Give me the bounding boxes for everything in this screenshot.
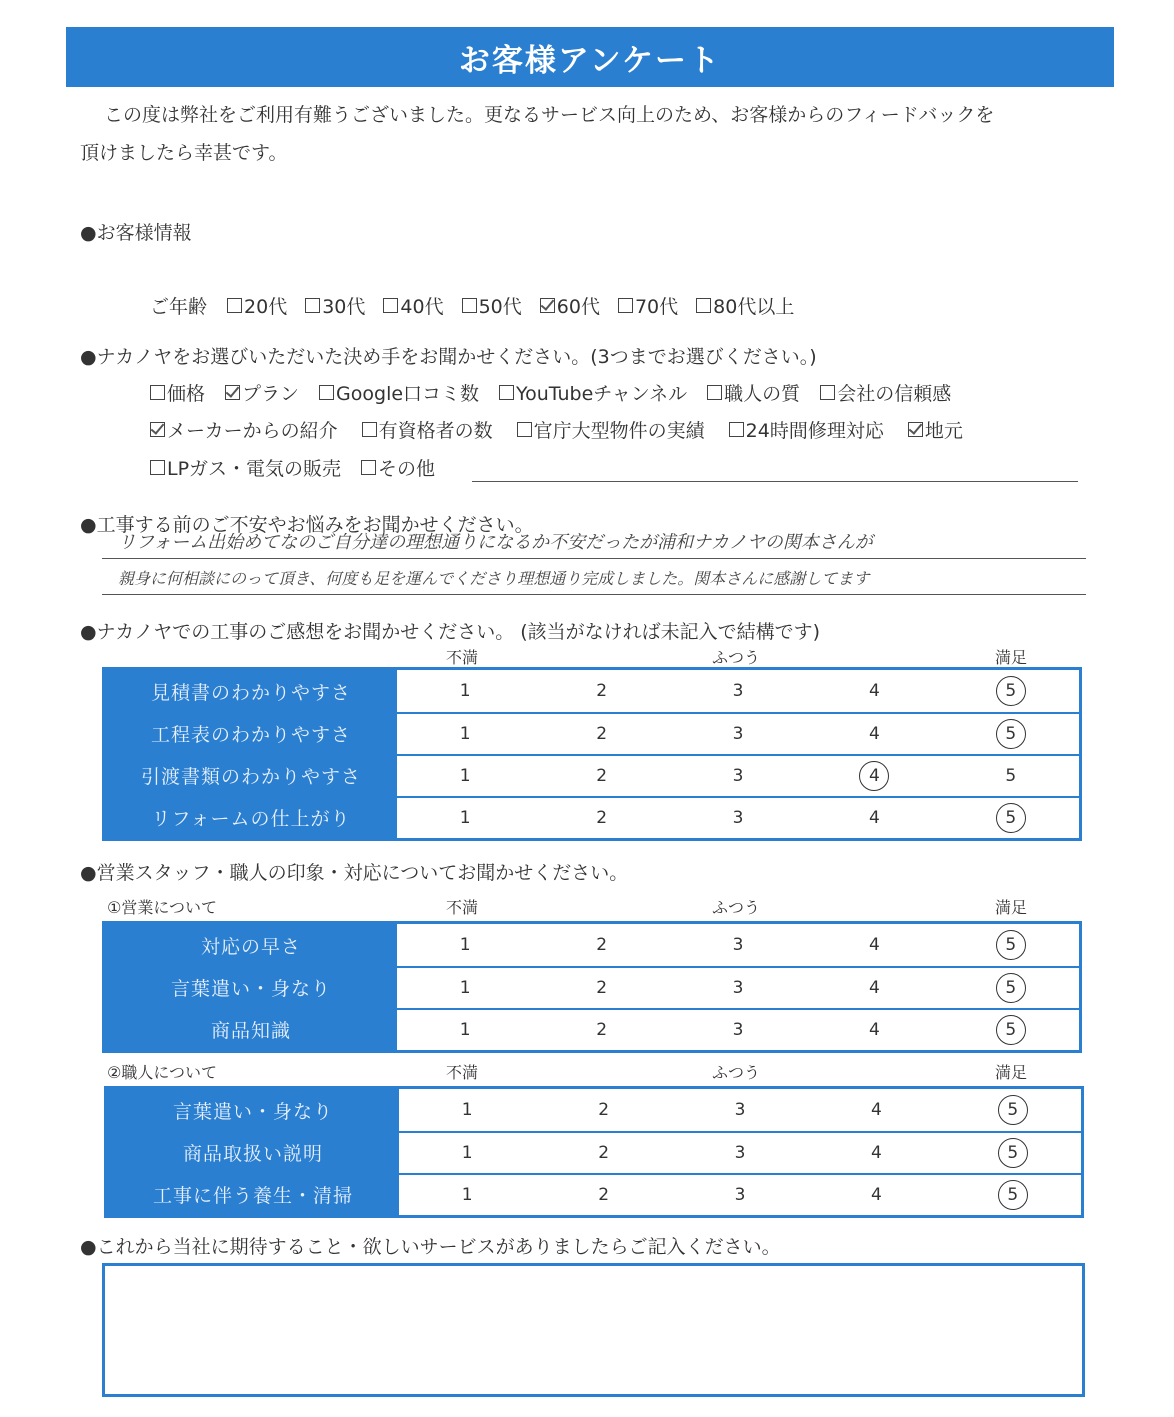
reason-r2-option-2[interactable]	[362, 416, 493, 443]
reason-r2-option-label: メーカーからの紹介	[167, 420, 338, 442]
craftsmen-row	[107, 1131, 1081, 1173]
reason-r2-checkbox-3[interactable]	[517, 422, 532, 437]
impression-row	[105, 796, 1079, 838]
worries-line-1	[102, 558, 1086, 559]
reason-r3-option-1[interactable]	[150, 454, 341, 481]
age-option-label: 50代	[478, 296, 522, 318]
age-option-label: 60代	[556, 296, 600, 318]
rating-option-3[interactable]: 3	[732, 935, 744, 955]
intro-line-2: 頂けましたら幸甚です。	[80, 142, 288, 164]
rating-option-5[interactable]: 5	[945, 1143, 1081, 1163]
rating-option-3[interactable]: 3	[734, 1185, 746, 1205]
craftsmen-scale-low: 不満	[446, 1063, 479, 1082]
age-option-label: 40代	[400, 296, 444, 318]
reason-r2-option-label: 官庁大型物件の実績	[533, 420, 705, 442]
rating-option-1[interactable]: 1	[459, 681, 471, 701]
rating-option-3[interactable]: 3	[732, 724, 744, 744]
sales-scale-high: 満足	[995, 898, 1028, 917]
age-option-2[interactable]	[305, 292, 365, 319]
reason-r1-option-6[interactable]	[820, 379, 951, 406]
rating-option-5[interactable]: 5	[943, 681, 1079, 701]
age-checkbox-2[interactable]	[305, 298, 320, 313]
rating-option-2[interactable]: 2	[596, 978, 608, 998]
sales-row	[105, 1008, 1079, 1050]
craftsmen-row	[107, 1089, 1081, 1131]
worries-line-2	[102, 594, 1086, 595]
age-option-label: 80代以上	[713, 296, 795, 318]
rating-option-4[interactable]: 4	[869, 808, 880, 828]
rating-option-2[interactable]: 2	[596, 681, 608, 701]
reason-r2-checkbox-2[interactable]	[362, 422, 377, 437]
reason-r1-checkbox-4[interactable]	[499, 385, 514, 400]
reason-r1-checkbox-6[interactable]	[820, 385, 835, 400]
reason-r2-option-3[interactable]	[517, 416, 705, 443]
sales-row-label: 商品知識	[105, 1008, 397, 1050]
impression-rating-cells	[397, 754, 1079, 796]
age-row	[150, 292, 794, 319]
craftsmen-row	[107, 1173, 1081, 1215]
age-option-label: 30代	[322, 296, 366, 318]
impression-row	[105, 712, 1079, 754]
reason-r1-option-label: YouTubeチャンネル	[516, 383, 688, 405]
age-option-label: 70代	[634, 296, 679, 318]
rating-option-4[interactable]: 4	[869, 1020, 880, 1040]
age-label: ご年齢	[150, 296, 208, 318]
sales-row-label: 対応の早さ	[105, 924, 397, 966]
reason-r1-option-5[interactable]	[707, 379, 800, 406]
rating-option-3[interactable]: 3	[734, 1143, 746, 1163]
customer-info-heading: ●お客様情報	[80, 222, 192, 244]
sales-rating-cells	[397, 1008, 1079, 1050]
reasons-heading: ●ナカノヤをお選びいただいた決め手をお聞かせください。(3つまでお選びください。)	[80, 346, 817, 368]
rating-option-3[interactable]: 3	[732, 1020, 744, 1040]
survey-title: お客様アンケート	[66, 27, 1114, 87]
expectations-heading: ●これから当社に期待すること・欲しいサービスがありましたらご記入ください。	[80, 1236, 781, 1258]
craftsmen-row-label: 工事に伴う養生・清掃	[107, 1173, 399, 1215]
intro-line-1: この度は弊社をご利用有難うございました。更なるサービス向上のため、お客様からのフィードバックを	[104, 104, 995, 126]
craftsmen-row-label: 言葉遣い・身なり	[107, 1089, 399, 1131]
reason-r1-option-4[interactable]	[499, 379, 687, 406]
reason-r2-option-label: 地元	[924, 420, 963, 442]
reason-r1-option-label: プラン	[242, 383, 300, 405]
age-option-7[interactable]	[696, 292, 794, 319]
reason-r1-checkbox-1[interactable]	[150, 385, 165, 400]
age-checkbox-6[interactable]	[618, 298, 633, 313]
rating-option-1[interactable]: 1	[459, 808, 471, 828]
craftsmen-rating-table	[104, 1086, 1084, 1218]
reason-r3-option-label: その他	[378, 458, 436, 480]
age-option-6[interactable]	[618, 292, 678, 319]
worries-handwritten-line-2: 親身に何相談にのって頂き、何度も足を運んでくださり理想通り完成しました。関本さんに感謝してます	[118, 569, 870, 588]
rating-option-4[interactable]: 4	[869, 935, 880, 955]
reason-r2-checkbox-4[interactable]	[729, 422, 744, 437]
sales-rating-cells	[397, 966, 1079, 1008]
rating-option-1[interactable]: 1	[461, 1100, 473, 1120]
age-option-3[interactable]	[383, 292, 443, 319]
rating-option-4[interactable]: 4	[871, 1100, 882, 1120]
other-underline	[472, 481, 1078, 482]
reason-r1-option-3[interactable]	[319, 379, 479, 406]
sales-rating-table	[102, 921, 1082, 1053]
rating-option-1[interactable]: 1	[459, 1020, 471, 1040]
reasons-row-2	[150, 416, 963, 443]
reason-r1-option-1[interactable]	[150, 379, 205, 406]
reason-r1-checkbox-2[interactable]	[225, 385, 240, 400]
rating-option-5[interactable]: 5	[943, 808, 1079, 828]
reason-r2-option-label: 24時間修理対応	[745, 420, 884, 442]
age-option-5[interactable]	[540, 292, 600, 319]
reason-r3-checkbox-1[interactable]	[150, 460, 165, 475]
expectations-textarea[interactable]	[102, 1263, 1085, 1397]
rating-option-5[interactable]: 5	[945, 1185, 1081, 1205]
reason-r2-option-label: 有資格者の数	[378, 420, 493, 442]
scale-mid: ふつう	[712, 648, 761, 667]
sales-row-label: 言葉遣い・身なり	[105, 966, 397, 1008]
rating-option-2[interactable]: 2	[598, 1185, 610, 1205]
reason-r2-checkbox-1[interactable]	[150, 422, 165, 437]
scale-high: 満足	[995, 648, 1028, 667]
age-checkbox-3[interactable]	[383, 298, 398, 313]
rating-option-1[interactable]: 1	[461, 1143, 473, 1163]
sales-subheading: ①営業について	[107, 898, 218, 917]
impression-row-label: リフォームの仕上がり	[105, 796, 397, 838]
rating-option-5[interactable]: 5	[943, 724, 1079, 744]
rating-option-4[interactable]: 4	[869, 724, 880, 744]
rating-option-2[interactable]: 2	[596, 808, 608, 828]
rating-option-5[interactable]: 5	[1005, 766, 1017, 786]
worries-heading: ●工事する前のご不安やお悩みをお聞かせください。	[80, 514, 534, 536]
sales-row	[105, 966, 1079, 1008]
rating-option-4[interactable]: 4	[869, 978, 880, 998]
age-checkbox-5[interactable]	[540, 298, 555, 313]
reason-r1-option-label: 職人の質	[724, 383, 801, 405]
impression-rating-cells	[397, 796, 1079, 838]
rating-option-1[interactable]: 1	[459, 766, 471, 786]
impression-heading: ●ナカノヤでの工事のご感想をお聞かせください。 (該当がなければ未記入で結構です)	[80, 621, 821, 643]
rating-option-3[interactable]: 3	[732, 808, 744, 828]
scale-low: 不満	[446, 648, 479, 667]
age-checkbox-1[interactable]	[227, 298, 242, 313]
sales-row	[105, 924, 1079, 966]
impression-row	[105, 670, 1079, 712]
reasons-row-3	[150, 454, 435, 481]
impression-row-label: 見積書のわかりやすさ	[105, 670, 397, 712]
craftsmen-row-label: 商品取扱い説明	[107, 1131, 399, 1173]
impression-row-label: 引渡書類のわかりやすさ	[105, 754, 397, 796]
reason-r1-option-label: 会社の信頼感	[837, 383, 952, 405]
craftsmen-subheading: ②職人について	[107, 1063, 218, 1082]
reason-r1-option-2[interactable]	[225, 379, 299, 406]
craftsmen-rating-cells	[399, 1131, 1081, 1173]
rating-option-5[interactable]: 5	[945, 1100, 1081, 1120]
sales-rating-cells	[397, 924, 1079, 966]
rating-option-2[interactable]: 2	[596, 935, 608, 955]
rating-option-5[interactable]: 5	[943, 978, 1079, 998]
rating-option-3[interactable]: 3	[732, 681, 744, 701]
rating-option-4[interactable]: 4	[871, 1143, 882, 1163]
reason-r3-checkbox-2[interactable]	[361, 460, 376, 475]
impression-rating-table	[102, 667, 1082, 841]
rating-option-2[interactable]: 2	[598, 1100, 610, 1120]
sales-scale-mid: ふつう	[712, 898, 761, 917]
reason-r2-option-5[interactable]	[908, 416, 963, 443]
sales-scale-low: 不満	[446, 898, 479, 917]
rating-option-5[interactable]: 5	[943, 935, 1079, 955]
reason-r2-option-1[interactable]	[150, 416, 338, 443]
reason-r2-option-4[interactable]	[729, 416, 884, 443]
rating-option-4[interactable]: 4	[806, 766, 942, 786]
craftsmen-scale-high: 満足	[995, 1063, 1028, 1082]
reason-r1-option-label: Google口コミ数	[336, 383, 480, 405]
reason-r1-checkbox-5[interactable]	[707, 385, 722, 400]
reasons-row-1	[150, 379, 951, 406]
reason-r3-option-label: LPガス・電気の販売	[167, 458, 342, 480]
rating-option-1[interactable]: 1	[459, 978, 471, 998]
craftsmen-rating-cells	[399, 1173, 1081, 1215]
impression-row	[105, 754, 1079, 796]
rating-option-1[interactable]: 1	[461, 1185, 473, 1205]
reason-r1-checkbox-3[interactable]	[319, 385, 334, 400]
reason-r2-checkbox-5[interactable]	[908, 422, 923, 437]
rating-option-1[interactable]: 1	[459, 935, 471, 955]
rating-option-4[interactable]: 4	[871, 1185, 882, 1205]
reason-r1-option-label: 価格	[167, 383, 206, 405]
rating-option-3[interactable]: 3	[732, 978, 744, 998]
worries-handwritten-line-1: リフォーム出始めてなのご自分達の理想通りになるか不安だったが浦和ナカノヤの関本さんが	[118, 532, 873, 553]
staff-heading: ●営業スタッフ・職人の印象・対応についてお聞かせください。	[80, 862, 629, 884]
age-option-label: 20代	[244, 296, 288, 318]
rating-option-2[interactable]: 2	[596, 724, 608, 744]
rating-option-2[interactable]: 2	[596, 766, 608, 786]
age-checkbox-4[interactable]	[462, 298, 477, 313]
impression-row-label: 工程表のわかりやすさ	[105, 712, 397, 754]
rating-option-2[interactable]: 2	[598, 1143, 610, 1163]
rating-option-3[interactable]: 3	[732, 766, 744, 786]
age-option-4[interactable]	[462, 292, 522, 319]
rating-option-2[interactable]: 2	[596, 1020, 608, 1040]
craftsmen-scale-mid: ふつう	[712, 1063, 761, 1082]
reason-r3-option-2[interactable]	[361, 454, 435, 481]
impression-rating-cells	[397, 712, 1079, 754]
age-checkbox-7[interactable]	[696, 298, 711, 313]
rating-option-1[interactable]: 1	[459, 724, 471, 744]
craftsmen-rating-cells	[399, 1089, 1081, 1131]
rating-option-3[interactable]: 3	[734, 1100, 746, 1120]
rating-option-4[interactable]: 4	[869, 681, 880, 701]
impression-rating-cells	[397, 670, 1079, 712]
rating-option-5[interactable]: 5	[943, 1020, 1079, 1040]
age-option-1[interactable]	[227, 292, 287, 319]
